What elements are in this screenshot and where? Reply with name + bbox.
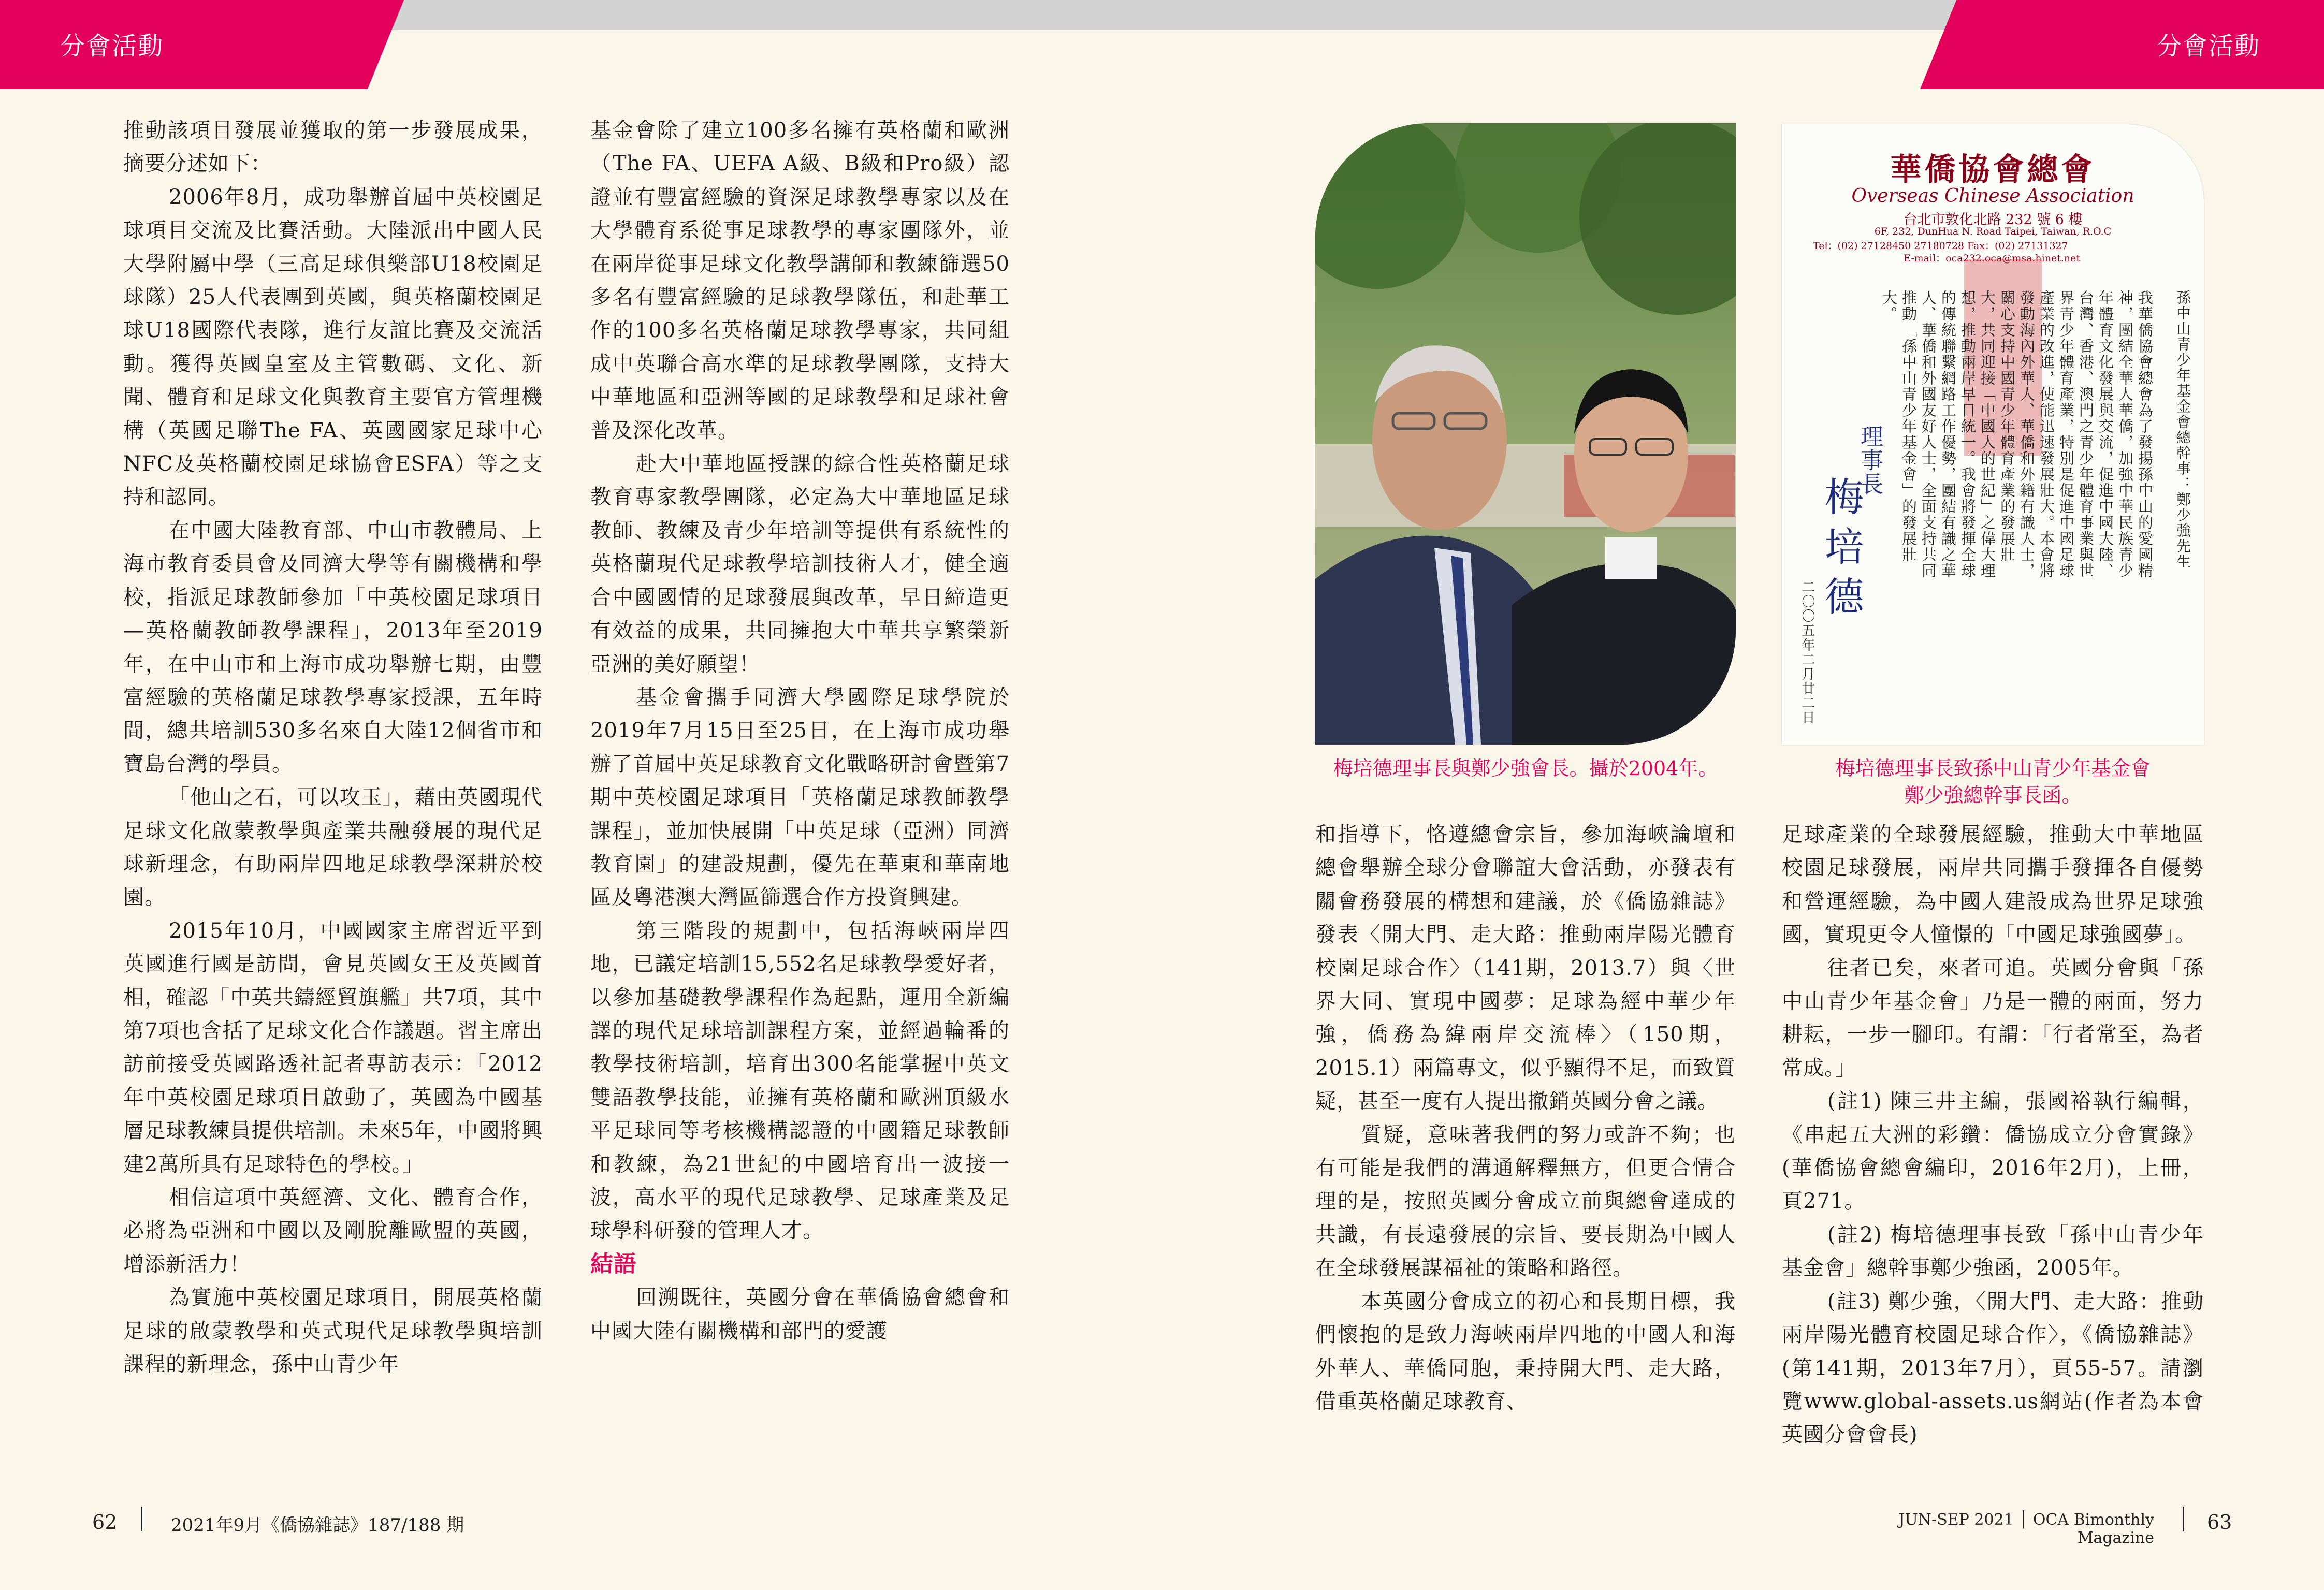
photo-illustration — [1315, 123, 1736, 745]
paragraph: 基金會攜手同濟大學國際足球學院於2019年7月15日至25日，在上海市成功舉辦了首屆中英足球教育文化戰略研討會暨第7期中英校園足球項目「英格蘭足球教師教學課程」，並加快展開「中英足球（亞洲）同濟教育園」的建設規劃，優先在華東和華南地區及粵港澳大灣區篩選合作方投資興建。 — [590, 685, 1010, 910]
paragraph: 2015年10月，中國國家主席習近平到英國進行國是訪問，會見英國女王及英國首相，確認「中英共鑄經貿旗艦」共7項，其中第7項也含括了足球文化合作議題。習主席出訪前接受英國路透社記者專訪表示：「2012年中英校園足球項目啟動了，英國為中國基層足球教練員提供培訓。未來5年，中國將興建2萬所具有足球特色的學校。」 — [123, 918, 543, 1176]
paragraph: 在中國大陸教育部、中山市教體局、上海市教育委員會及同濟大學等有關機構和學校，指派足球教師參加「中英校園足球項目—英格蘭教師教學課程」，2013年至2019年，在中山市和上海市成功舉辦七期，由豐富經驗的英格蘭足球教學專家授課，五年時間，總共培訓530多名來自大陸12個省市和寶島台灣的學員。 — [123, 518, 543, 776]
letter-body: 我華僑協會總會為了發揚孫中山的愛國精神，團結全華人華僑，加強中華民族青少年體育文化發展與交流，促進中國大陸、台灣、香港、澳門之青少年體育事業與世界青少年體育產業，特別是促進中國足球產業的改進，使能迅速發展壯大。本會將發動海內外華人、華僑和外籍有識人士，關心支持中國青少年體育產業的發展壯大，共同迎接「中國人的世紀」之偉大理想，推動兩岸早日統一。我會將發揮全球的傳統聯繫網路工作優勢，團結有識之華人、華僑和外國友好人士，全面支持共同推動「孫中山青少年基金會」的發展壯大。 — [1880, 290, 2154, 579]
letter-address: 台北市敦化北路 232 號 6 樓 — [1903, 212, 2083, 228]
paragraph: 基金會除了建立100多名擁有英格蘭和歐洲（The FA、UEFA A級、B級和Pro級）認證並有豐富經驗的資深足球教學專家以及在大學體育系從事足球教學的專家團隊外，並在兩岸從事足球文化教學講師和教練篩選50多名有豐富經驗的足球教學隊伍，和赴華工作的100多名英格蘭足球教學專家，共同組成中英聯合高水準的足球教學團隊，支持大中華地區和亞洲等國的足球教學和足球社會普及深化改革。 — [590, 119, 1010, 443]
letter-recipient: 孫中山青少年基金會總幹事：鄭少強先生 — [2174, 290, 2191, 570]
letter-english-name: Overseas Chinese Association — [1851, 185, 2134, 207]
footer-issue-right: JUN-SEP 2021 │ OCA Bimonthly Magazine — [1898, 1511, 2154, 1547]
footer-divider — [2183, 1507, 2184, 1531]
page-number-right: 63 — [2207, 1511, 2232, 1534]
text-column-4 — [1782, 818, 2204, 1452]
paragraph: 本英國分會成立的初心和長期目標，我們懷抱的是致力海峽兩岸四地的中國人和海外華人、華僑同胞，秉持開大門、走大路，借重英格蘭足球教育、 — [1315, 1289, 1736, 1413]
paragraph: 「他山之石，可以攻玉」，藉由英國現代足球文化啟蒙教學與產業共融發展的現代足球新理念，有助兩岸四地足球教學深耕於校園。 — [123, 785, 543, 910]
text-column-2 — [590, 114, 1010, 1348]
letter-address-en: 6F, 232, DunHua N. Road Taipei, Taiwan, R.O.C — [1874, 226, 2112, 237]
paragraph: 往者已矣，來者可追。英國分會與「孫中山青少年基金會」乃是一體的兩面，努力耕耘，一步一腳印。有謂：「行者常至，為者常成。」 — [1782, 956, 2204, 1080]
section-tab-right — [1920, 0, 2324, 89]
section-label-left: 分會活動 — [60, 32, 164, 61]
footnote: (註1) 陳三井主編，張國裕執行編輯，《串起五大洲的彩鑽：僑協成立分會實錄》(華僑協會總會編印，2016年2月)，上冊，頁271。 — [1782, 1089, 2204, 1214]
paragraph: 和指導下，恪遵總會宗旨，參加海峽論壇和總會舉辦全球分會聯誼大會活動，亦發表有關會務發展的構想和建議，於《僑協雜誌》發表〈開大門、走大路：推動兩岸陽光體育校園足球合作〉（141期，2013.7）與〈世界大同、實現中國夢：足球為經中華少年強，僑務為緯兩岸交流棒〉（150期，2015.1）兩篇專文，似乎顯得不足，而致質疑，甚至一度有人提出撤銷英國分會之議。 — [1315, 823, 1736, 1114]
letter-contact: Tel：(02) 27128450 27180728 Fax：(02) 27131327 — [1813, 240, 2068, 252]
paragraph: 2006年8月，成功舉辦首屆中英校園足球項目交流及比賽活動。大陸派出中國人民大學附屬中學（三高足球俱樂部U18校園足球隊）25人代表團到英國，與英格蘭校園足球U18國際代表隊，進行友誼比賽及交流活動。獲得英國皇室及主管數碼、文化、新聞、體育和足球文化與教育主要官方管理機構（英國足聯The FA、英國國家足球中心NFC及英格蘭校園足球協會ESFA）等之支持和認同。 — [123, 185, 543, 509]
text-column-3 — [1315, 818, 1736, 1418]
letter-sign-title: 理事長 — [1856, 425, 1883, 496]
paragraph: 相信這項中英經濟、文化、體育合作，必將為亞洲和中國以及剛脫離歐盟的英國，增添新活力！ — [123, 1186, 543, 1276]
paragraph: 赴大中華地區授課的綜合性英格蘭足球教育專家教學團隊，必定為大中華地區足球教師、教練及青少年培訓等提供有系統性的英格蘭現代足球教學培訓技術人才，健全適合中國國情的足球發展與改革，早日締造更有效益的成果，共同擁抱大中華共享繁榮新亞洲的美好願望！ — [590, 452, 1010, 676]
letter-image — [1782, 124, 2204, 745]
letter-email: E-mail：oca232.oca@msa.hinet.net — [1904, 253, 2080, 264]
letter-title: 華僑協會總會 — [1890, 152, 2096, 188]
letter-caption — [1782, 755, 2204, 809]
caption-line: 鄭少強總幹事長函。 — [1904, 784, 2082, 807]
footnote: (註3) 鄭少強，〈開大門、走大路：推動兩岸陽光體育校園足球合作〉，《僑協雜誌》(第141期，2013年7月），頁55-57。請瀏覽www.global-assets.us網站(作者為本會英國分會會長) — [1782, 1289, 2204, 1447]
paragraph: 為實施中英校園足球項目，開展英格蘭足球的啟蒙教學和英式現代足球教學與培訓課程的新理念，孫中山青少年 — [123, 1286, 543, 1377]
text-column-1 — [123, 114, 543, 1381]
letter-date: 二〇〇五年二月廿二日 — [1799, 580, 1815, 725]
paragraph: 質疑，意味著我們的努力或許不夠；也有可能是我們的溝通解釋無方，但更合情合理的是，按照英國分會成立前與總會達成的共識，有長遠發展的宗旨、要長期為中國人在全球發展謀福祉的策略和路徑。 — [1315, 1122, 1736, 1280]
footnote: (註2) 梅培德理事長致「孫中山青少年基金會」總幹事鄭少強函，2005年。 — [1782, 1222, 2204, 1280]
letter-signature: 梅培德 — [1818, 476, 1864, 625]
section-label-right: 分會活動 — [2157, 32, 2261, 61]
caption-line: 梅培德理事長致孫中山青少年基金會 — [1835, 757, 2151, 780]
photo-image — [1315, 123, 1736, 745]
section-heading: 結語 — [590, 1250, 637, 1277]
footer-issue-left: 2021年9月《僑協雜誌》187/188 期 — [171, 1515, 464, 1536]
page-number-left: 62 — [92, 1511, 118, 1534]
paragraph: 回溯既往，英國分會在華僑協會總會和中國大陸有關機構和部門的愛護 — [590, 1286, 1010, 1343]
paragraph: 推動該項目發展並獲取的第一步發展成果，摘要分述如下： — [123, 119, 543, 176]
paragraph: 第三階段的規劃中，包括海峽兩岸四地，已議定培訓15,552名足球教學愛好者，以參加基礎教學課程作為起點，運用全新編譯的現代足球培訓課程方案，並經過輪番的教學技術培訓，培育出300名能掌握中英文雙語教學技能，並擁有英格蘭和歐洲頂級水平足球同等考核機構認證的中國籍足球教師和教練，為21世紀的中國培育出一波接一波，高水平的現代足球教學、足球產業及足球學科研發的管理人才。 — [590, 918, 1010, 1243]
footer-divider — [141, 1507, 142, 1531]
paragraph: 足球產業的全球發展經驗，推動大中華地區校園足球發展，兩岸共同攜手發揮各自優勢和營運經驗，為中國人建設成為世界足球強國，實現更令人憧憬的「中國足球強國夢」。 — [1782, 823, 2204, 947]
photo-caption: 梅培德理事長與鄭少強會長。攝於2004年。 — [1333, 757, 1718, 780]
